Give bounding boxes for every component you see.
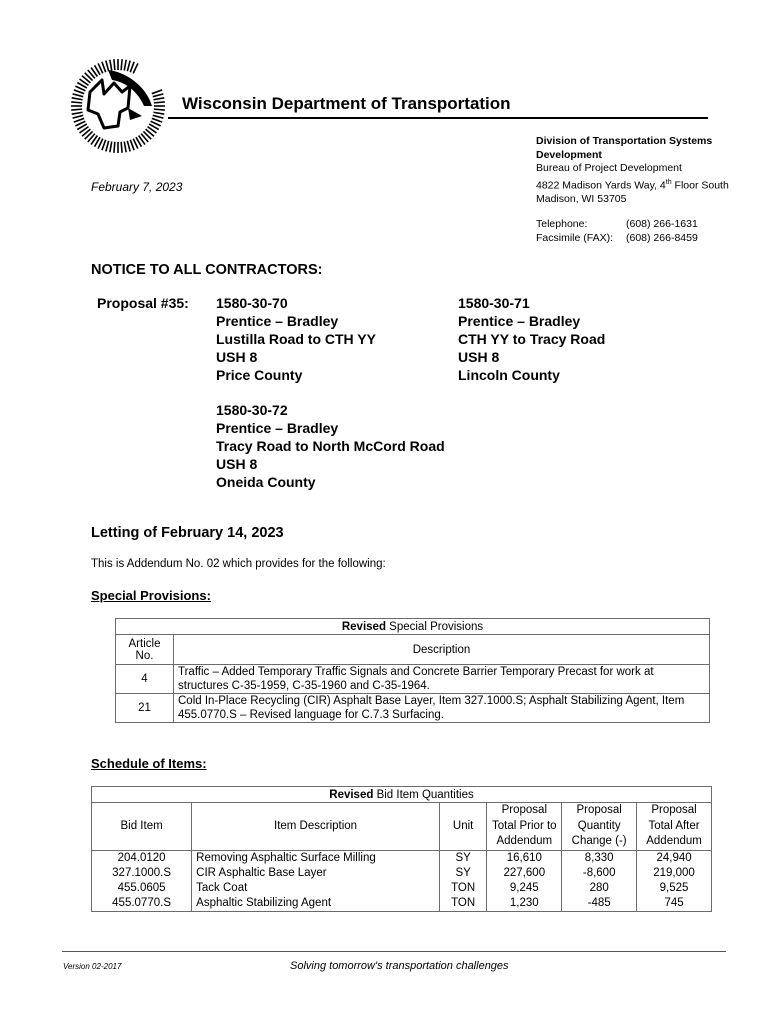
project-limits: Tracy Road to North McCord Road: [216, 438, 445, 454]
project-block-3: [216, 401, 446, 491]
project-limits: CTH YY to Tracy Road: [458, 331, 606, 347]
project-name: Prentice – Bradley: [458, 313, 581, 329]
project-block-1: [216, 294, 376, 384]
table-row: [116, 694, 710, 723]
footer-version: Version 02-2017: [63, 962, 122, 971]
bid-item-after: 9,525: [637, 881, 712, 896]
special-provisions-heading: Special Provisions:: [91, 588, 211, 603]
caption-rest: Special Provisions: [385, 620, 484, 633]
column-header-after-total: Proposal Total After Addendum: [637, 803, 712, 851]
column-header-description: Description: [174, 635, 710, 665]
address-line-1-start: 4822 Madison Yards Way, 4: [536, 179, 666, 192]
fax-row: [536, 232, 766, 246]
project-route: USH 8: [216, 349, 258, 365]
table-row: [116, 665, 710, 694]
project-county: Price County: [216, 367, 303, 383]
caption-rest: Bid Item Quantities: [373, 788, 474, 801]
bid-item-change: -485: [562, 896, 637, 912]
telephone-row: [536, 218, 766, 232]
bid-item-description: Removing Asphaltic Surface Milling: [192, 850, 440, 866]
project-id: 1580-30-71: [458, 295, 530, 311]
project-route: USH 8: [458, 349, 500, 365]
project-block-2: [458, 294, 605, 384]
project-name: Prentice – Bradley: [216, 313, 339, 329]
article-number: 4: [116, 665, 174, 694]
caption-bold: Revised: [341, 620, 386, 633]
schedule-of-items-heading: Schedule of Items:: [91, 756, 207, 771]
column-header-quantity-change: Proposal Quantity Change (-): [562, 803, 637, 851]
project-route: USH 8: [216, 456, 258, 472]
project-county: Oneida County: [216, 474, 316, 490]
project-name: Prentice – Bradley: [216, 420, 339, 436]
column-header-unit: Unit: [439, 803, 486, 851]
bid-item-prior: 16,610: [487, 850, 562, 866]
bid-item-prior: 1,230: [487, 896, 562, 912]
article-description: Traffic – Added Temporary Traffic Signals and Concrete Barrier Temporary Precast for work at structures C-35-1959, C-35-1960 and C-35-1964.: [174, 665, 710, 694]
telephone-number: (608) 266-1631: [626, 218, 698, 231]
address-line-2: Madison, WI 53705: [536, 192, 627, 205]
telephone-label: Telephone:: [536, 218, 588, 231]
table-row: [92, 850, 712, 866]
bid-item-change: -8,600: [562, 866, 637, 881]
special-provisions-table: [115, 618, 710, 723]
bid-item-change: 280: [562, 881, 637, 896]
bid-item-description: CIR Asphaltic Base Layer: [192, 866, 440, 881]
bid-item-prior: 227,600: [487, 866, 562, 881]
page-title: Wisconsin Department of Transportation: [182, 94, 511, 113]
letter-date: February 7, 2023: [91, 180, 183, 194]
bid-item-description: Tack Coat: [192, 881, 440, 896]
column-header-prior-total: Proposal Total Prior to Addendum: [487, 803, 562, 851]
bid-item-number: 327.1000.S: [92, 866, 192, 881]
bid-item-unit: SY: [439, 850, 486, 866]
address-superscript: th: [665, 178, 672, 186]
notice-heading: NOTICE TO ALL CONTRACTORS:: [91, 262, 323, 278]
bureau-name: Bureau of Project Development: [536, 162, 682, 175]
column-header-bid-item: Bid Item: [92, 803, 192, 851]
project-id: 1580-30-70: [216, 295, 288, 311]
bid-item-number: 455.0770.S: [92, 896, 192, 912]
project-id: 1580-30-72: [216, 402, 288, 418]
bid-item-unit: SY: [439, 866, 486, 881]
footer-rule: [62, 951, 726, 952]
addendum-intro: This is Addendum No. 02 which provides for the following:: [91, 558, 386, 570]
bid-item-change: 8,330: [562, 850, 637, 866]
project-limits: Lustilla Road to CTH YY: [216, 331, 376, 347]
table-row: [92, 896, 712, 912]
division-name-line2: Development: [536, 148, 602, 161]
proposal-label: Proposal #35:: [97, 295, 189, 311]
column-header-article: Article No.: [116, 635, 174, 665]
table-row: [92, 866, 712, 881]
bid-item-after: 745: [637, 896, 712, 912]
column-header-item-description: Item Description: [192, 803, 440, 851]
caption-bold: Revised: [329, 788, 374, 801]
bid-item-prior: 9,245: [487, 881, 562, 896]
bid-item-number: 455.0605: [92, 881, 192, 896]
fax-number: (608) 266-8459: [626, 232, 698, 245]
title-rule: [168, 117, 708, 119]
division-address-block: [536, 135, 766, 246]
project-county: Lincoln County: [458, 367, 560, 383]
article-number: 21: [116, 694, 174, 723]
fax-label: Facsimile (FAX):: [536, 232, 614, 245]
article-description: Cold In-Place Recycling (CIR) Asphalt Base Layer, Item 327.1000.S; Asphalt Stabilizing Agent, Item 455.0770.S – Revised language for C.7.3 Surfacing.: [174, 694, 710, 723]
table-row: [92, 881, 712, 896]
address-line-1: [536, 176, 766, 193]
bid-item-number: 204.0120: [92, 850, 192, 866]
bid-item-description: Asphaltic Stabilizing Agent: [192, 896, 440, 912]
division-name-line1: Division of Transportation Systems: [536, 135, 713, 147]
bid-item-table: [91, 786, 712, 912]
bid-item-after: 219,000: [637, 866, 712, 881]
bid-item-unit: TON: [439, 896, 486, 912]
bid-item-after: 24,940: [637, 850, 712, 866]
table-caption: [92, 787, 712, 803]
bid-item-unit: TON: [439, 881, 486, 896]
footer-tagline: Solving tomorrow's transportation challenges: [290, 960, 509, 972]
letting-heading: Letting of February 14, 2023: [91, 525, 284, 541]
wisdot-logo-icon: [68, 56, 168, 156]
address-line-1-end: Floor South: [671, 179, 729, 192]
table-caption: [116, 619, 710, 635]
